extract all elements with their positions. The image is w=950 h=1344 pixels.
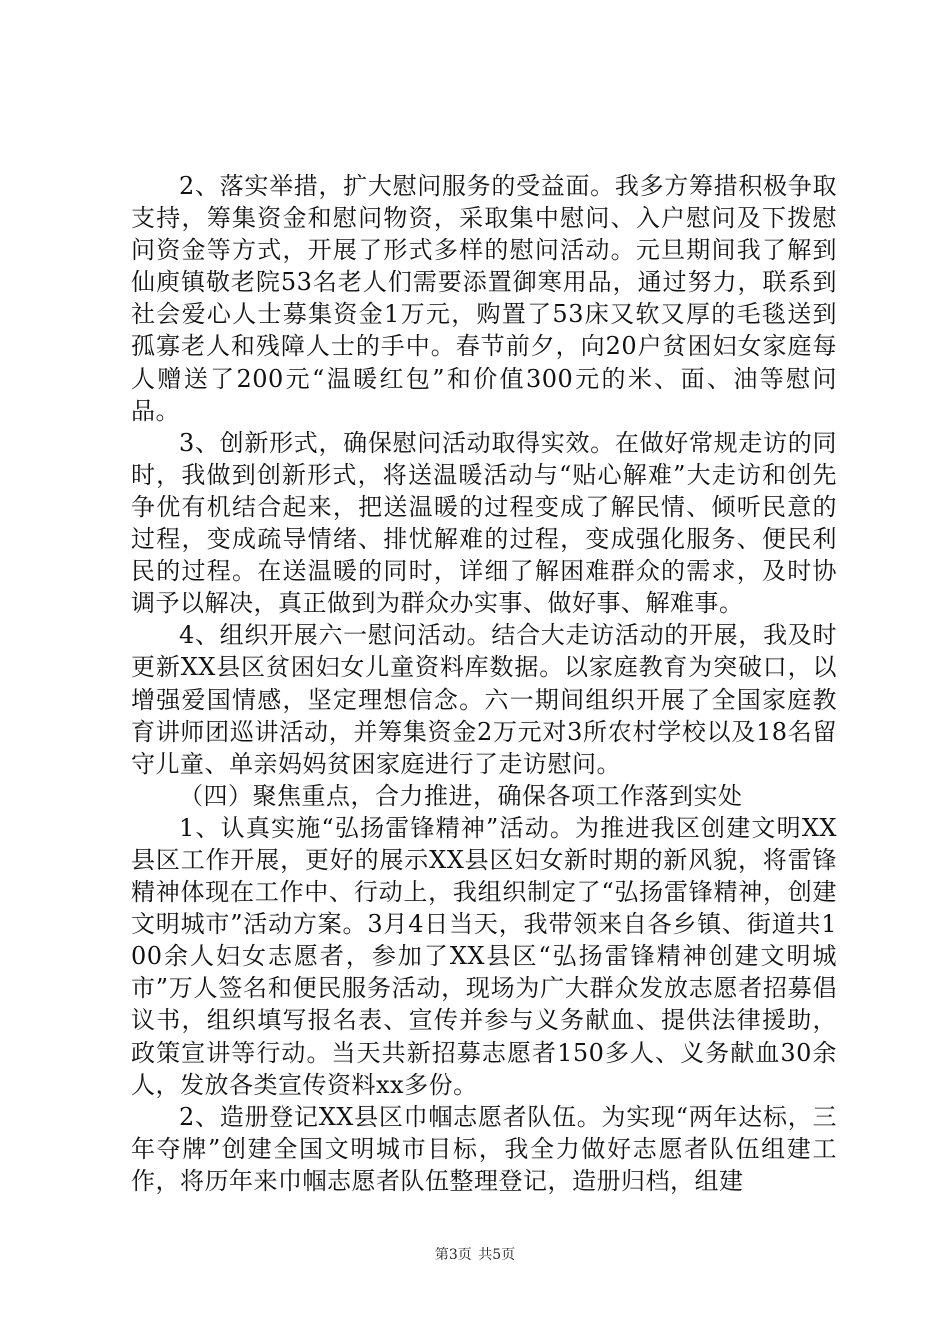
page-number: 第3页 [434,1247,472,1263]
paragraph-item-1: 1、认真实施“弘扬雷锋精神”活动。为推进我区创建文明XX县区工作开展，更好的展示XX县区妇女新时期的新风貌，将雷锋精神体现在工作中、行动上，我组织制定了“弘扬雷锋精神，创建文明城市”活动方案。3月4日当天，我带领来自各乡镇、街道共100余人妇女志愿者，参加了XX县区“弘扬雷锋精神创建文明城市”万人签名和便民服务活动，现场为广大群众发放志愿者招募倡议书，组织填写报名表、宣传并参与义务献血、提供法律援助，政策宣讲等行动。当天共新招募志愿者150多人、义务献血30余人，发放各类宣传资料xx多份。 [131,813,837,1099]
paragraph-item-2: 2、造册登记XX县区巾帼志愿者队伍。为实现“两年达标，三年夺牌”创建全国文明城市目标，我全力做好志愿者队伍组建工作，将历年来巾帼志愿者队伍整理登记，造册归档，组建 [131,1102,837,1195]
paragraph-measure-3: 3、创新形式，确保慰问活动取得实效。在做好常规走访的同时，我做到创新形式，将送温暖活动与“贴心解难”大走访和创先争优有机结合起来，把送温暖的过程变成了解民情、倾听民意的过程，变成疏导情绪、排忧解难的过程，变成强化服务、便民利民的过程。在送温暖的同时，详细了解困难群众的需求，及时协调予以解决，真正做到为群众办实事、做好事、解难事。 [131,428,837,618]
section-heading-4: （四）聚焦重点，合力推进，确保各项工作落到实处 [179,781,743,810]
paragraph-measure-4: 4、组织开展六一慰问活动。结合大走访活动的开展，我及时更新XX县区贫困妇女儿童资料库数据。以家庭教育为突破口，以增强爱国情感，坚定理想信念。六一期间组织开展了全国家庭教育讲师团巡讲活动，并筹集资金2万元对3所农村学校以及18名留守儿童、单亲妈妈贫困家庭进行了走访慰问。 [131,621,837,778]
page-footer [0,1245,950,1265]
page-total: 共5页 [478,1247,516,1263]
document-body [131,170,837,1197]
paragraph-measure-2: 2、落实举措，扩大慰问服务的受益面。我多方筹措积极争取支持，筹集资金和慰问物资，采取集中慰问、入户慰问及下拨慰问资金等方式，开展了形式多样的慰问活动。元旦期间我了解到仙庾镇敬老院53名老人们需要添置御寒用品，通过努力，联系到社会爱心人士募集资金1万元，购置了53床又软又厚的毛毯送到孤寡老人和残障人士的手中。春节前夕，向20户贫困妇女家庭每人赠送了200元“温暖红包”和价值300元的米、面、油等慰问品。 [131,172,837,425]
